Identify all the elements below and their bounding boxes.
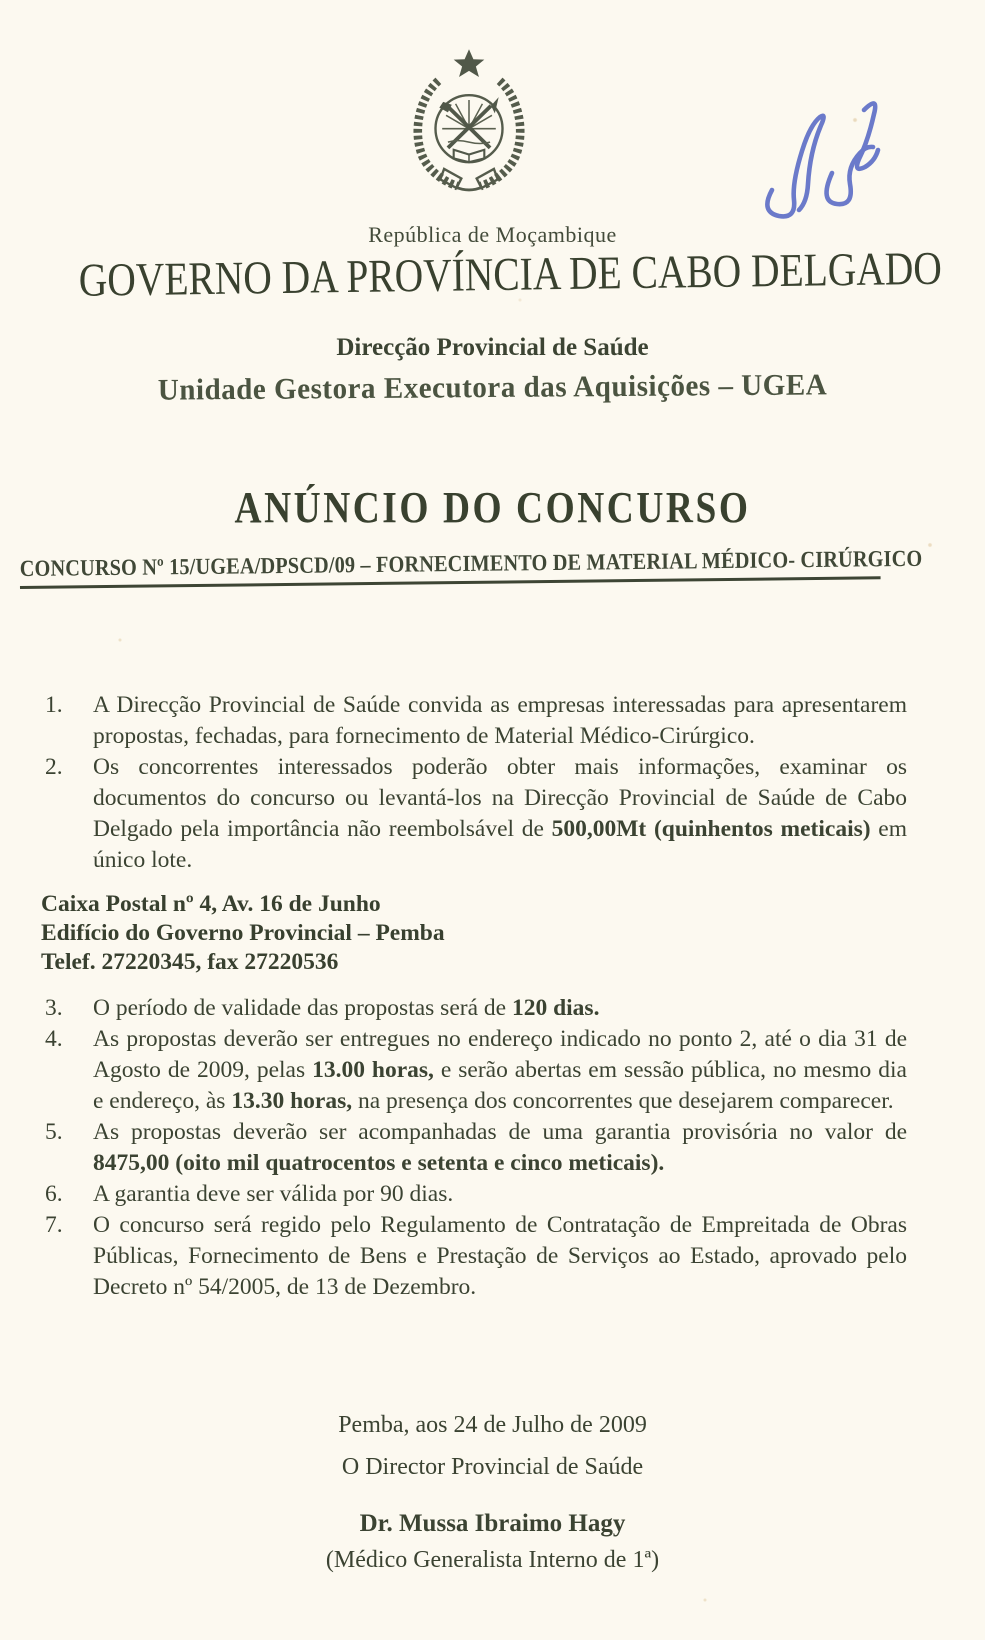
tender-reference-heading: CONCURSO Nº 15/UGEA/DPSCD/09 – FORNECIMENTO DE MATERIAL MÉDICO- CIRÚRGICO: [20, 546, 881, 589]
text-run: na presença dos concorrentes que desejarem comparecer.: [352, 1088, 894, 1114]
text-run: em único lote.: [93, 816, 907, 873]
procurement-unit-line: Unidade Gestora Executora das Aquisições – UGEA: [157, 368, 828, 407]
list-item-number: 7.: [45, 1212, 63, 1238]
list-item-text: [93, 1179, 907, 1210]
place-date-line: Pemba, aos 24 de Julho de 2009: [338, 1412, 647, 1438]
document-body: [41, 690, 907, 1303]
list-item-number: 5.: [45, 1119, 63, 1145]
signer-title: O Director Provincial de Saúde: [341, 1454, 644, 1480]
list-item-text: [93, 690, 907, 752]
list-item: [45, 1024, 907, 1117]
list-item-text: [93, 1024, 907, 1117]
list-item-number: 3.: [45, 995, 63, 1021]
bold-run: 13.30 horas,: [231, 1088, 353, 1114]
list-item: [45, 1179, 907, 1210]
list-item-text: [93, 1117, 907, 1179]
list-item-text: [93, 993, 907, 1024]
text-run: As propostas deverão ser entregues no endereço indicado no ponto 2, até o dia 31 de Agosto de 2009, pelas: [93, 1026, 907, 1083]
text-run: As propostas deverão ser acompanhadas de uma garantia provisória no valor de: [93, 1119, 907, 1145]
text-run: Os concorrentes interessados poderão obter mais informações, examinar os documentos do concurso ou levantá-los na Direcção Provincial de Saúde de Cabo Delgado pela importância não reembolsável de: [93, 754, 907, 842]
republic-line: República de Moçambique: [368, 222, 617, 247]
handwritten-mark: [752, 78, 902, 228]
bold-run: 8475,00 (oito mil quatrocentos e setenta e cinco meticais).: [93, 1150, 665, 1176]
mozambique-coat-of-arms-icon: [402, 46, 536, 198]
text-run: e serão abertas em sessão pública, no mesmo dia e endereço, às: [93, 1057, 907, 1114]
bold-run: 500,00Mt (quinhentos meticais): [551, 816, 871, 842]
text-run: O período de validade das propostas será de: [93, 995, 512, 1021]
text-run: O concurso será regido pelo Regulamento de Contratação de Empreitada de Obras Públicas, Fornecimento de Bens e Prestação de Serviços ao Estado, aprovado pelo Decreto nº 54/2005, de 13 de Dezembro.: [93, 1212, 907, 1300]
government-title: GOVERNO DA PROVÍNCIA DE CABO DELGADO: [78, 242, 943, 307]
list-item: [45, 1117, 907, 1179]
signer-name: Dr. Mussa Ibraimo Hagy: [359, 1510, 626, 1537]
list-item-number: 1.: [45, 692, 63, 718]
signer-role: (Médico Generalista Interno de 1ª): [325, 1547, 660, 1573]
star-icon: [454, 49, 485, 77]
address-block: [41, 890, 907, 977]
directorate-line: Direcção Provincial de Saúde: [336, 334, 649, 361]
announcement-title: ANÚNCIO DO CONCURSO: [234, 483, 751, 532]
list-item: [45, 1210, 907, 1303]
list-item-text: [93, 752, 907, 876]
document-footer: [0, 1412, 985, 1574]
list-item-number: 6.: [45, 1181, 63, 1207]
bold-run: 13.00 horas,: [312, 1057, 434, 1083]
address-line: Caixa Postal nº 4, Av. 16 de Junho: [41, 891, 381, 917]
text-run: A Direcção Provincial de Saúde convida as empresas interessadas para apresentarem propostas, fechadas, para fornecimento de Material Médico-Cirúrgico.: [93, 692, 907, 749]
list-item-text: [93, 1210, 907, 1303]
list-item-number: 2.: [45, 754, 63, 780]
list-item-number: 4.: [45, 1026, 63, 1052]
text-run: A garantia deve ser válida por 90 dias.: [93, 1181, 454, 1207]
bold-run: 120 dias.: [511, 995, 600, 1021]
list-item: [45, 752, 907, 876]
address-line: Edifício do Governo Provincial – Pemba: [41, 920, 445, 946]
list-item: [45, 690, 907, 752]
list-item: [45, 993, 907, 1024]
address-line: Telef. 27220345, fax 27220536: [41, 949, 339, 975]
